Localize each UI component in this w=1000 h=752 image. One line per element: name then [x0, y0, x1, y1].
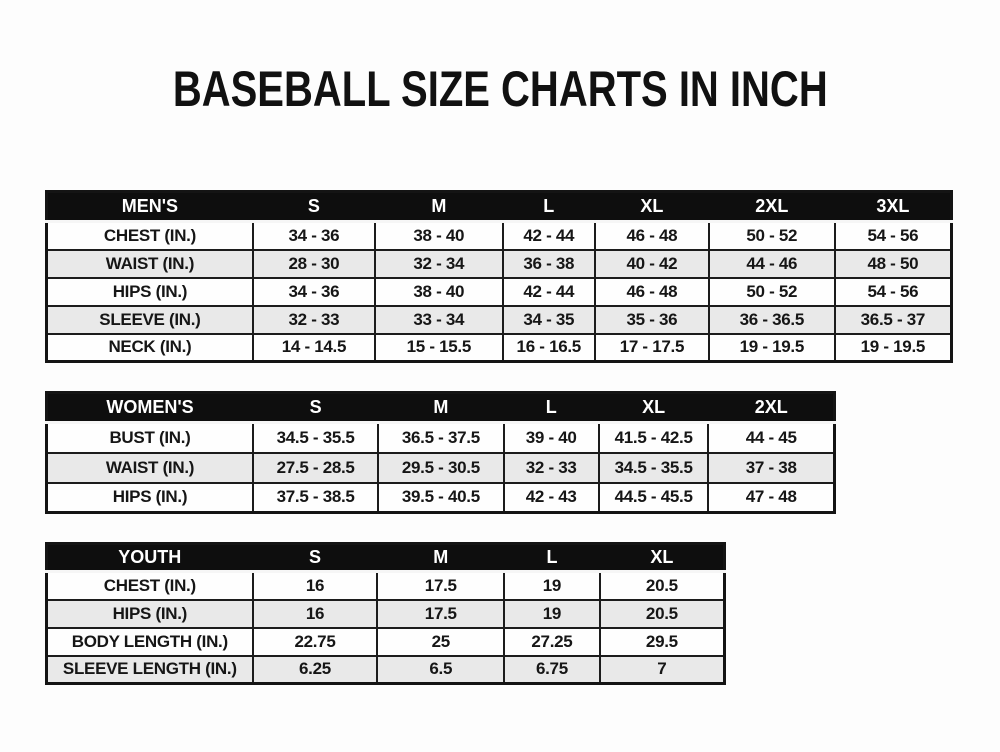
- size-value-cell: 16 - 16.5: [503, 334, 595, 362]
- mens-size-header-s: S: [253, 192, 375, 222]
- size-value-cell: 36.5 - 37: [835, 306, 952, 334]
- mens-group-label: MEN'S: [47, 192, 253, 222]
- size-value-cell: 15 - 15.5: [375, 334, 503, 362]
- measurement-label: CHEST (IN.): [47, 572, 253, 600]
- measurement-label: BUST (IN.): [47, 423, 253, 453]
- size-value-cell: 7: [600, 656, 725, 684]
- size-value-cell: 6.5: [377, 656, 504, 684]
- size-value-cell: 54 - 56: [835, 278, 952, 306]
- size-value-cell: 50 - 52: [709, 222, 835, 250]
- size-value-cell: 42 - 43: [504, 483, 599, 513]
- size-value-cell: 46 - 48: [595, 278, 709, 306]
- youth-size-table: [45, 542, 726, 685]
- size-value-cell: 44 - 46: [709, 250, 835, 278]
- measurement-label: SLEEVE (IN.): [47, 306, 253, 334]
- youth-size-header-s: S: [253, 544, 378, 572]
- size-value-cell: 36.5 - 37.5: [378, 423, 503, 453]
- size-value-cell: 17.5: [377, 600, 504, 628]
- table-row: [47, 423, 835, 453]
- size-value-cell: 39.5 - 40.5: [378, 483, 503, 513]
- womens-header-row: [47, 393, 835, 423]
- table-row: [47, 278, 952, 306]
- womens-size-header-xl: XL: [599, 393, 709, 423]
- measurement-label: HIPS (IN.): [47, 278, 253, 306]
- size-value-cell: 37 - 38: [708, 453, 834, 483]
- size-value-cell: 27.5 - 28.5: [253, 453, 378, 483]
- size-value-cell: 19: [504, 572, 600, 600]
- size-value-cell: 38 - 40: [375, 222, 503, 250]
- size-value-cell: 46 - 48: [595, 222, 709, 250]
- size-value-cell: 17 - 17.5: [595, 334, 709, 362]
- size-value-cell: 14 - 14.5: [253, 334, 375, 362]
- womens-table-body: [47, 423, 835, 513]
- size-value-cell: 17.5: [377, 572, 504, 600]
- womens-size-header-l: L: [504, 393, 599, 423]
- page-title: [0, 0, 1000, 116]
- size-value-cell: 25: [377, 628, 504, 656]
- mens-header-row: [47, 192, 952, 222]
- youth-size-header-l: L: [504, 544, 600, 572]
- table-row: [47, 628, 725, 656]
- size-value-cell: 19 - 19.5: [709, 334, 835, 362]
- table-row: [47, 453, 835, 483]
- measurement-label: CHEST (IN.): [47, 222, 253, 250]
- measurement-label: HIPS (IN.): [47, 600, 253, 628]
- size-value-cell: 6.25: [253, 656, 378, 684]
- measurement-label: WAIST (IN.): [47, 453, 253, 483]
- size-value-cell: 19 - 19.5: [835, 334, 952, 362]
- mens-size-header-2xl: 2XL: [709, 192, 835, 222]
- table-row: [47, 222, 952, 250]
- size-value-cell: 33 - 34: [375, 306, 503, 334]
- size-value-cell: 44 - 45: [708, 423, 834, 453]
- size-value-cell: 28 - 30: [253, 250, 375, 278]
- table-row: [47, 250, 952, 278]
- measurement-label: SLEEVE LENGTH (IN.): [47, 656, 253, 684]
- size-value-cell: 40 - 42: [595, 250, 709, 278]
- page-title-text: BASEBALL SIZE CHARTS IN INCH: [172, 61, 828, 117]
- size-value-cell: 34 - 36: [253, 222, 375, 250]
- size-value-cell: 32 - 33: [504, 453, 599, 483]
- size-value-cell: 34.5 - 35.5: [253, 423, 378, 453]
- size-value-cell: 35 - 36: [595, 306, 709, 334]
- womens-size-chart-section: [45, 391, 1000, 514]
- size-value-cell: 42 - 44: [503, 278, 595, 306]
- womens-group-label: WOMEN'S: [47, 393, 253, 423]
- mens-table-body: [47, 222, 952, 362]
- mens-size-table: [45, 190, 953, 363]
- size-value-cell: 36 - 36.5: [709, 306, 835, 334]
- size-value-cell: 41.5 - 42.5: [599, 423, 709, 453]
- size-value-cell: 22.75: [253, 628, 378, 656]
- measurement-label: HIPS (IN.): [47, 483, 253, 513]
- size-value-cell: 34 - 36: [253, 278, 375, 306]
- measurement-label: WAIST (IN.): [47, 250, 253, 278]
- size-value-cell: 34.5 - 35.5: [599, 453, 709, 483]
- youth-group-label: YOUTH: [47, 544, 253, 572]
- size-value-cell: 47 - 48: [708, 483, 834, 513]
- size-value-cell: 20.5: [600, 572, 725, 600]
- youth-table-header: [47, 544, 725, 572]
- youth-size-header-m: M: [377, 544, 504, 572]
- size-value-cell: 29.5: [600, 628, 725, 656]
- size-value-cell: 20.5: [600, 600, 725, 628]
- size-value-cell: 36 - 38: [503, 250, 595, 278]
- youth-size-header-xl: XL: [600, 544, 725, 572]
- womens-size-header-s: S: [253, 393, 378, 423]
- size-value-cell: 19: [504, 600, 600, 628]
- size-value-cell: 48 - 50: [835, 250, 952, 278]
- table-row: [47, 572, 725, 600]
- youth-header-row: [47, 544, 725, 572]
- size-value-cell: 16: [253, 572, 378, 600]
- youth-table-body: [47, 572, 725, 684]
- mens-table-header: [47, 192, 952, 222]
- size-value-cell: 50 - 52: [709, 278, 835, 306]
- size-value-cell: 42 - 44: [503, 222, 595, 250]
- table-row: [47, 656, 725, 684]
- size-value-cell: 37.5 - 38.5: [253, 483, 378, 513]
- womens-size-table: [45, 391, 836, 514]
- size-value-cell: 54 - 56: [835, 222, 952, 250]
- size-value-cell: 29.5 - 30.5: [378, 453, 503, 483]
- size-value-cell: 44.5 - 45.5: [599, 483, 709, 513]
- measurement-label: BODY LENGTH (IN.): [47, 628, 253, 656]
- womens-size-header-2xl: 2XL: [708, 393, 834, 423]
- measurement-label: NECK (IN.): [47, 334, 253, 362]
- mens-size-header-m: M: [375, 192, 503, 222]
- womens-table-header: [47, 393, 835, 423]
- mens-size-chart-section: [45, 190, 1000, 363]
- size-value-cell: 27.25: [504, 628, 600, 656]
- size-value-cell: 39 - 40: [504, 423, 599, 453]
- mens-size-header-3xl: 3XL: [835, 192, 952, 222]
- size-value-cell: 6.75: [504, 656, 600, 684]
- mens-size-header-xl: XL: [595, 192, 709, 222]
- table-row: [47, 600, 725, 628]
- table-row: [47, 483, 835, 513]
- womens-size-header-m: M: [378, 393, 503, 423]
- table-row: [47, 306, 952, 334]
- size-value-cell: 32 - 34: [375, 250, 503, 278]
- size-value-cell: 16: [253, 600, 378, 628]
- size-value-cell: 38 - 40: [375, 278, 503, 306]
- mens-size-header-l: L: [503, 192, 595, 222]
- youth-size-chart-section: [45, 542, 1000, 685]
- table-row: [47, 334, 952, 362]
- size-value-cell: 34 - 35: [503, 306, 595, 334]
- size-value-cell: 32 - 33: [253, 306, 375, 334]
